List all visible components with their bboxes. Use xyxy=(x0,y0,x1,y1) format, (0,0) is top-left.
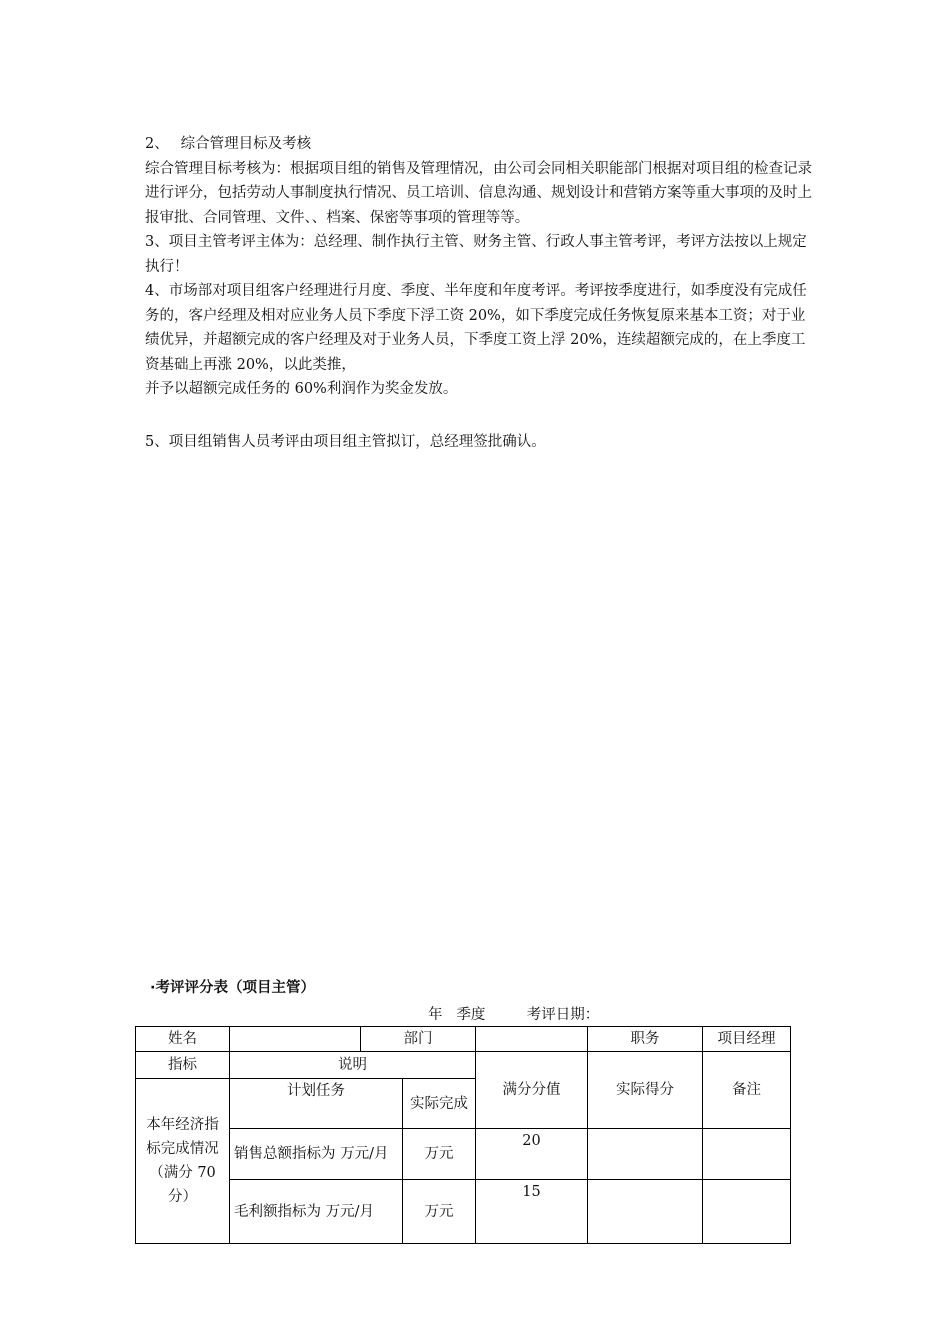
gross-profit-unit: 万元 xyxy=(403,1180,476,1244)
evaluation-date-line: 年 季度 考评日期： xyxy=(428,1007,600,1023)
score-table xyxy=(135,1026,791,1244)
paragraph-sales-evaluation xyxy=(145,430,815,455)
paragraph-bonus: 并予以超额完成任务的 60%利润作为奖金发放。 xyxy=(145,381,458,397)
body-text xyxy=(145,132,815,402)
table-row xyxy=(136,1027,791,1052)
table-row xyxy=(136,1052,791,1079)
position-label: 职务 xyxy=(588,1027,703,1052)
paragraph-market-evaluation: 4、市场部对项目组客户经理进行月度、季度、半年度和年度考评。考评按季度进行，如季度没有完成任务的，客户经理及相对应业务人员下季度下浮工资 20%，如下季度完成任务恢复原来基本工资；对于业绩优异，并超额完成的客户经理及对于业务人员，下季度工资上浮 20%，连续超额完成的，在上季度工资基础上再涨 20%，以此类推， xyxy=(145,283,807,373)
table-row xyxy=(136,1180,791,1244)
description-header: 说明 xyxy=(230,1052,476,1079)
actual-score-header: 实际得分 xyxy=(588,1052,703,1129)
paragraph-sales-evaluation-text: 5、项目组销售人员考评由项目组主管拟订，总经理签批确认。 xyxy=(145,434,546,450)
indicator-header: 指标 xyxy=(136,1052,230,1079)
table-row xyxy=(136,1129,791,1180)
dept-value[interactable] xyxy=(476,1027,588,1052)
actual-complete-header: 实际完成 xyxy=(403,1079,476,1129)
sales-target-unit: 万元 xyxy=(403,1129,476,1180)
remark-header: 备注 xyxy=(703,1052,791,1129)
full-score-header: 满分分值 xyxy=(476,1052,588,1129)
sales-actual-score[interactable] xyxy=(588,1129,703,1180)
section-heading-2: 2、 综合管理目标及考核 xyxy=(145,136,312,152)
name-value[interactable] xyxy=(230,1027,361,1052)
sales-target-desc: 销售总额指标为 万元/月 xyxy=(230,1129,403,1180)
paragraph-manager-evaluation: 3、项目主管考评主体为：总经理、制作执行主管、财务主管、行政人事主管考评，考评方法按以上规定执行！ xyxy=(145,234,807,275)
gross-profit-desc: 毛利额指标为 万元/月 xyxy=(230,1180,403,1244)
gross-profit-score: 15 xyxy=(476,1180,588,1244)
sales-target-score: 20 xyxy=(476,1129,588,1180)
gross-profit-remark[interactable] xyxy=(703,1180,791,1244)
plan-task-header: 计划任务 xyxy=(230,1079,403,1129)
gross-profit-actual-score[interactable] xyxy=(588,1180,703,1244)
paragraph-management-goals: 综合管理目标考核为：根据项目组的销售及管理情况，由公司会同相关职能部门根据对项目组的检查记录进行评分，包括劳动人事制度执行情况、员工培训、信息沟通、规划设计和营销方案等重大事项的及时上报审批、合同管理、文件、、档案、保密等事项的管理等等。 xyxy=(145,160,812,226)
dept-label: 部门 xyxy=(361,1027,476,1052)
sales-remark[interactable] xyxy=(703,1129,791,1180)
score-table-title: ·考评评分表（项目主管） xyxy=(150,980,316,996)
category-cell: 本年经济指标完成情况（满分 70 分） xyxy=(136,1079,230,1244)
name-label: 姓名 xyxy=(136,1027,230,1052)
position-value: 项目经理 xyxy=(703,1027,791,1052)
